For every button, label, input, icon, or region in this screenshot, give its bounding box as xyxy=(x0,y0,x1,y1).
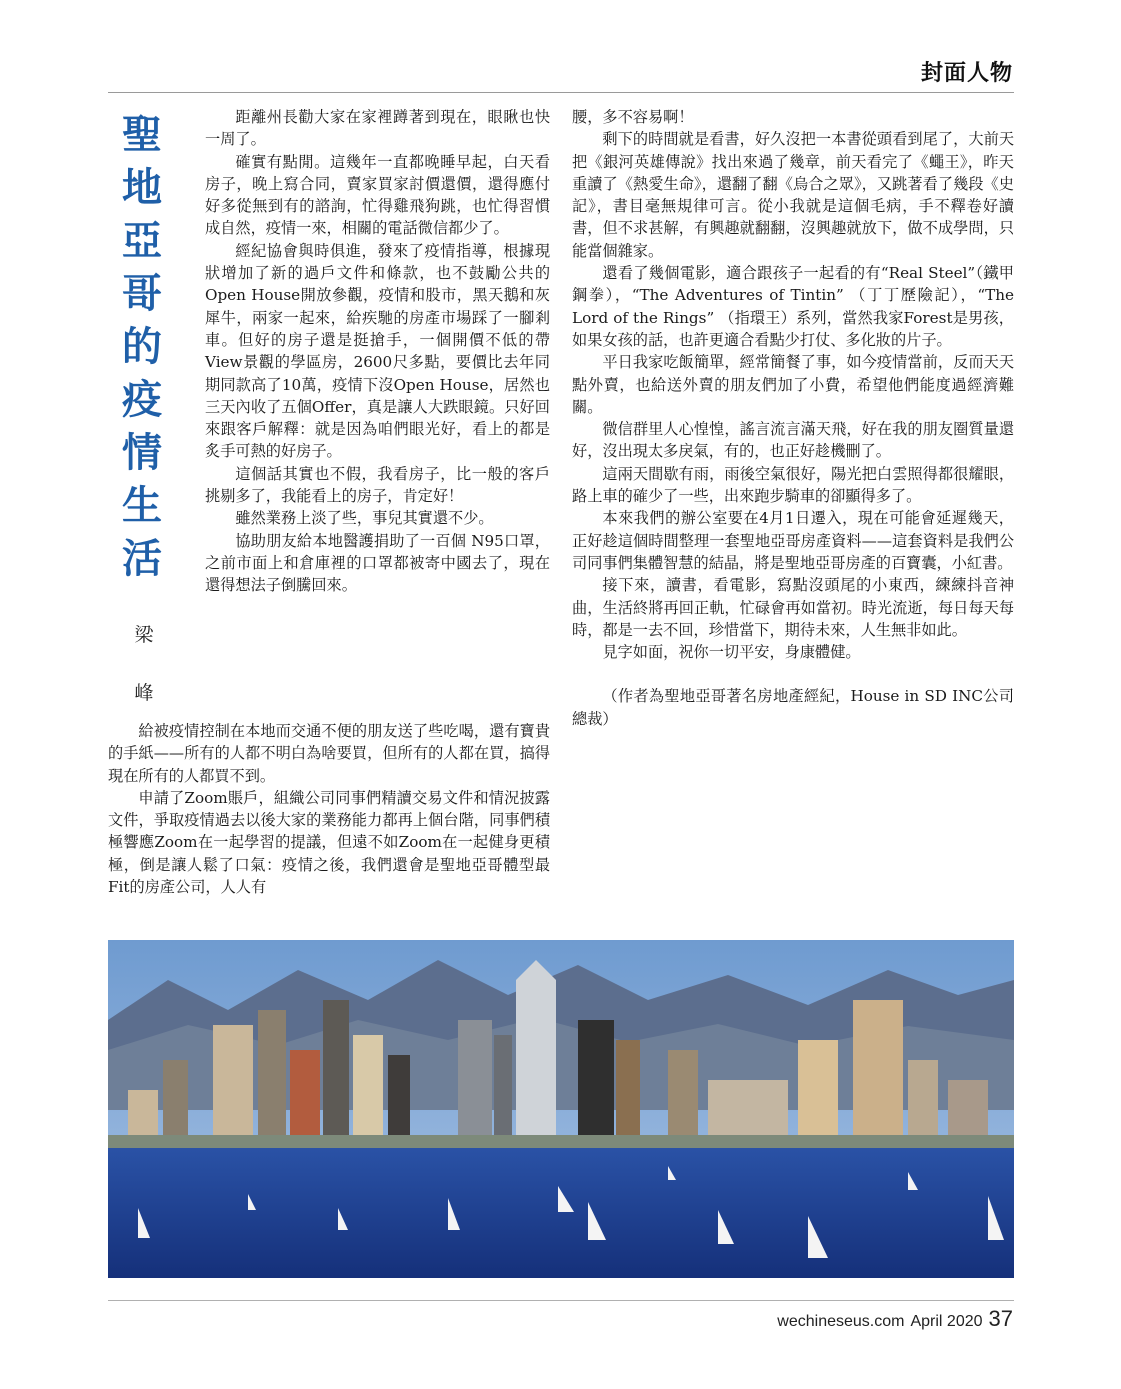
title-char: 地 xyxy=(122,164,162,211)
author-byline xyxy=(124,606,164,722)
title-char: 哥 xyxy=(122,270,162,317)
page-footer xyxy=(777,1306,1013,1332)
footer-date: April 2020 xyxy=(910,1313,983,1330)
paragraph: 給被疫情控制在本地而交通不便的朋友送了些吃喝，還有寶貴的手紙——所有的人都不明白為啥要買，但所有的人都在買，搞得現在所有的人都買不到。 xyxy=(108,722,550,785)
paragraph: 平日我家吃飯簡單，經常簡餐了事，如今疫情當前，反而天天點外賣，也給送外賣的朋友們加了小費，希望他們能度過經濟難關。 xyxy=(572,353,1014,416)
title-char: 情 xyxy=(122,429,162,476)
footer-website: wechineseus.com xyxy=(777,1313,905,1330)
title-char: 生 xyxy=(122,482,162,529)
paragraph: 協助朋友給本地醫護捐助了一百個 N95口罩，之前市面上和倉庫裡的口罩都被寄中國去了，現在還得想法子倒騰回來。 xyxy=(205,531,550,595)
article-column-left-top xyxy=(205,106,550,597)
section-label: 封面人物 xyxy=(920,60,1013,86)
article-column-right xyxy=(572,106,1014,730)
author-char: 梁 xyxy=(134,624,154,646)
title-char: 疫 xyxy=(122,376,162,423)
article-title xyxy=(118,108,166,585)
title-char: 亞 xyxy=(122,217,162,264)
paragraph: 這個話其實也不假，我看房子，比一般的客戶挑剔多了，我能看上的房子，肯定好！ xyxy=(205,464,550,506)
paragraph: 還看了幾個電影，適合跟孩子一起看的有“Real Steel”（鐵甲鋼拳），“The Adventures of Tintin” （丁丁歷險記），“The Lord of the Rings” （指環王）系列，當然我家Forest是男孩，如果女孩的話，也許更適合看點少打仗、多化妝的片子。 xyxy=(572,264,1014,349)
paragraph: 雖然業務上淡了些，事兒其實還不少。 xyxy=(235,509,494,528)
paragraph: 微信群里人心惶惶，謠言流言滿天飛，好在我的朋友圈質量還好，沒出現太多戾氣，有的，也正好趁機刪了。 xyxy=(572,420,1014,461)
article-column-left-bottom xyxy=(108,720,550,898)
paragraph: 這兩天間歇有雨，雨後空氣很好，陽光把白雲照得都很耀眼，路上車的確少了一些，出來跑步騎車的卻顯得多了。 xyxy=(572,464,1014,506)
paragraph: 確實有點閒。這幾年一直都晚睡早起，白天看房子，晚上寫合同，賣家買家討價還價，還得應付好多從無到有的諮詢，忙得雞飛狗跳，也忙得習慣成自然，疫情一來，相關的電話微信都少了。 xyxy=(205,152,550,238)
paragraph: 本來我們的辦公室要在4月1日遷入，現在可能會延遲幾天，正好趁這個時間整理一套聖地亞哥房產資料——這套資料是我們公司同事們集體智慧的結晶，將是聖地亞哥房產的百寶囊，小紅書。 xyxy=(572,509,1014,572)
title-char: 活 xyxy=(122,535,162,582)
paragraph: 見字如面，祝你一切平安，身康體健。 xyxy=(602,643,861,662)
author-note: （作者為聖地亞哥著名房地產經紀，House in SD INC公司總裁） xyxy=(572,687,1014,728)
page-number: 37 xyxy=(988,1306,1013,1331)
header-divider xyxy=(108,92,1014,93)
san-diego-skyline-photo xyxy=(108,940,1014,1278)
paragraph: 距離州長勸大家在家裡蹲著到現在，眼瞅也快一周了。 xyxy=(205,108,550,149)
paragraph: 申請了Zoom賬戶，組織公司同事們精讀交易文件和情況披露文件，爭取疫情過去以後大家的業務能力都再上個台階，同事們積極響應Zoom在一起學習的提議，但遠不如Zoom在一起健身更積極，倒是讓人鬆了口氣：疫情之後，我們還會是聖地亞哥體型最Fit的房產公司，人人有 xyxy=(108,788,550,897)
skyline-illustration xyxy=(108,940,1014,1278)
paragraph: 接下來，讀書，看電影，寫點沒頭尾的小東西，練練抖音神曲，生活終將再回正軌，忙碌會再如當初。時光流逝，每日每天每時，都是一去不回，珍惜當下，期待未來，人生無非如此。 xyxy=(572,576,1014,639)
footer-divider xyxy=(108,1300,1014,1301)
paragraph-continuation: 腰，多不容易啊！ xyxy=(572,108,694,126)
author-char: 峰 xyxy=(134,682,154,704)
paragraph: 經紀協會與時俱進，發來了疫情指導，根據現狀增加了新的過戶文件和條款，也不鼓勵公共的Open House開放參觀，疫情和股市，黑天鵝和灰犀牛，兩家一起來，給疾馳的房產市場踩了一腳剎車。但好的房子還是挺搶手，一個開價不低的帶View景觀的學區房，2600尺多點，要價比去年同期同款高了10萬，疫情下沒Open House，居然也三天內收了五個Offer，真是讓人大跌眼鏡。只好回來跟客戶解釋：就是因為咱們眼光好，看上的都是炙手可熱的好房子。 xyxy=(205,241,550,461)
title-char: 聖 xyxy=(122,111,162,158)
paragraph: 剩下的時間就是看書，好久沒把一本書從頭看到尾了，大前天把《銀河英雄傳說》找出來過了幾章，前天看完了《蠅王》，昨天重讀了《熱愛生命》，還翻了翻《烏合之眾》，又跳著看了幾段《史記》，書目毫無規律可言。從小我就是這個毛病，手不釋卷好讀書，但不求甚解，有興趣就翻翻，沒興趣就放下，做不成學問，只能當個雜家。 xyxy=(572,130,1014,260)
title-char: 的 xyxy=(122,323,162,370)
